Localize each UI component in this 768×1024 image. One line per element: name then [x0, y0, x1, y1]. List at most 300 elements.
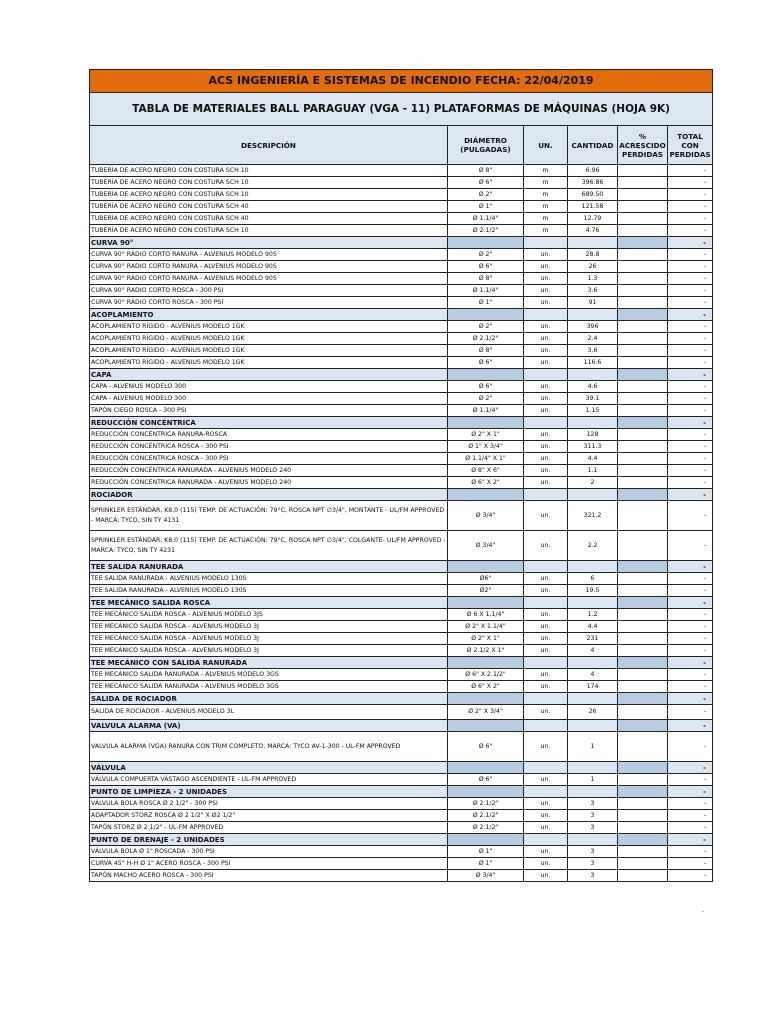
row-total: - — [668, 417, 713, 429]
item-loss-pct — [618, 858, 668, 870]
item-quantity: 396.86 — [568, 177, 618, 189]
col-diameter: DIÁMETRO (PULGADAS) — [448, 126, 524, 165]
item-unit: un. — [524, 732, 568, 762]
row-total: - — [668, 531, 713, 561]
table-row — [90, 732, 713, 762]
item-unit: un. — [524, 405, 568, 417]
table-row — [90, 441, 713, 453]
column-header-row — [90, 126, 713, 165]
section-cell-dia — [448, 489, 524, 501]
item-unit: un. — [524, 393, 568, 405]
item-description: CURVA 90° RADIO CORTO RANURA - ALVENIUS MODELO 90S — [90, 261, 448, 273]
row-total: - — [668, 441, 713, 453]
section-row — [90, 309, 713, 321]
section-cell-dia — [448, 657, 524, 669]
item-quantity: 3 — [568, 858, 618, 870]
item-diameter: Ø 6" X 2" — [448, 681, 524, 693]
row-total: - — [668, 165, 713, 177]
table-row — [90, 465, 713, 477]
row-total: - — [668, 657, 713, 669]
item-diameter: Ø 3/4" — [448, 501, 524, 531]
section-row — [90, 834, 713, 846]
row-total: - — [668, 369, 713, 381]
item-loss-pct — [618, 681, 668, 693]
item-loss-pct — [618, 357, 668, 369]
item-unit: un. — [524, 321, 568, 333]
item-description: ADAPTADOR STORZ ROSCA Ø 2 1/2" X Ø2 1/2" — [90, 810, 448, 822]
section-cell-dia — [448, 720, 524, 732]
section-cell-dia — [448, 561, 524, 573]
item-unit: un. — [524, 531, 568, 561]
item-diameter: Ø 2" — [448, 189, 524, 201]
section-cell-loss — [618, 309, 668, 321]
item-description: TEE MECÁNICO SALIDA RANURADA - ALVENIUS MODELO 3GS — [90, 681, 448, 693]
item-description: ACOPLAMIENTO RÍGIDO - ALVENIUS MODELO 1GK — [90, 345, 448, 357]
item-unit: un. — [524, 261, 568, 273]
item-quantity: 1.3 — [568, 273, 618, 285]
row-total: - — [668, 261, 713, 273]
row-total: - — [668, 858, 713, 870]
row-total: - — [668, 732, 713, 762]
item-unit: un. — [524, 285, 568, 297]
section-cell-un — [524, 237, 568, 249]
row-total: - — [668, 870, 713, 882]
section-title: TEE MECÁNICO CON SALIDA RANURADA — [90, 657, 448, 669]
item-description: TUBERÍA DE ACERO NEGRO CON COSTURA SCH 10 — [90, 177, 448, 189]
row-total: - — [668, 681, 713, 693]
item-description: VÁLVULA BOLA Ø 1" ROSCADA - 300 PSI — [90, 846, 448, 858]
table-row — [90, 345, 713, 357]
item-description: REDUCCIÓN CONCÉNTRICA RANURADA - ALVENIUS MODELO 240 — [90, 477, 448, 489]
row-total: - — [668, 633, 713, 645]
section-cell-loss — [618, 417, 668, 429]
item-diameter: Ø 6" X 2" — [448, 477, 524, 489]
item-description: TAPÓN CIEGO ROSCA - 300 PSI — [90, 405, 448, 417]
row-total: - — [668, 273, 713, 285]
table-row — [90, 201, 713, 213]
item-description: TEE MECÁNICO SALIDA ROSCA - ALVENIUS MODELO 3J — [90, 645, 448, 657]
col-quantity: CANTIDAD — [568, 126, 618, 165]
section-cell-qty — [568, 693, 618, 705]
item-unit: m — [524, 165, 568, 177]
item-description: TEE SALIDA RANURADA - ALVENIUS MODELO 130S — [90, 585, 448, 597]
item-unit: un. — [524, 297, 568, 309]
col-total: TOTAL CON PERDIDAS — [668, 126, 713, 165]
section-row — [90, 762, 713, 774]
section-cell-loss — [618, 237, 668, 249]
table-row — [90, 405, 713, 417]
item-diameter: Ø 6" — [448, 774, 524, 786]
row-total: - — [668, 225, 713, 237]
item-description: TEE MECÁNICO SALIDA ROSCA - ALVENIUS MODELO 3J — [90, 633, 448, 645]
table-row — [90, 501, 713, 531]
table-row — [90, 321, 713, 333]
row-total: - — [668, 465, 713, 477]
item-quantity: 689.50 — [568, 189, 618, 201]
row-total: - — [668, 333, 713, 345]
item-diameter: Ø 1.1/4" X 1" — [448, 453, 524, 465]
section-cell-dia — [448, 417, 524, 429]
item-diameter: Ø 2" — [448, 393, 524, 405]
item-unit: un. — [524, 810, 568, 822]
table-row — [90, 531, 713, 561]
item-diameter: Ø 6" X 2.1/2" — [448, 669, 524, 681]
item-loss-pct — [618, 585, 668, 597]
item-loss-pct — [618, 321, 668, 333]
item-description: SPRINKLER ESTÁNDAR, K8,0 (115) TEMP. DE ACTUACIÓN: 79°C, ROSCA NPT ∅3/4", COLGANTE- UL/FM APPROVED - MARCA: TYCO, SIN TY 4231 — [90, 531, 448, 561]
item-diameter: Ø 8" — [448, 273, 524, 285]
section-row — [90, 720, 713, 732]
item-loss-pct — [618, 285, 668, 297]
item-unit: un. — [524, 381, 568, 393]
item-unit: un. — [524, 501, 568, 531]
section-row — [90, 369, 713, 381]
section-title: CURVA 90° — [90, 237, 448, 249]
row-total: - — [668, 573, 713, 585]
item-description: CURVA 90° RADIO CORTO RANURA - ALVENIUS MODELO 90S — [90, 273, 448, 285]
item-quantity: 2 — [568, 477, 618, 489]
item-diameter: Ø 1.1/4" — [448, 285, 524, 297]
item-description: TAPÓN MACHO ACERO ROSCA - 300 PSI — [90, 870, 448, 882]
table-title: TABLA DE MATERIALES BALL PARAGUAY (VGA - 11) PLATAFORMAS DE MÁQUINAS (HOJA 9K) — [90, 93, 713, 126]
section-cell-qty — [568, 834, 618, 846]
section-row — [90, 693, 713, 705]
item-diameter: Ø 8" — [448, 165, 524, 177]
item-unit: un. — [524, 681, 568, 693]
item-diameter: Ø 6" — [448, 177, 524, 189]
item-description: SPRINKLER ESTÁNDAR, K8,0 (115) TEMP. DE ACTUACIÓN: 79°C, ROSCA NPT ∅3/4", MONTANTE - UL/FM APPROVED - MARCA: TYCO, SIN TY 4131 — [90, 501, 448, 531]
section-cell-dia — [448, 597, 524, 609]
table-row — [90, 285, 713, 297]
section-cell-dia — [448, 693, 524, 705]
item-diameter: Ø 3/4" — [448, 531, 524, 561]
table-row — [90, 822, 713, 834]
col-unit: UN. — [524, 126, 568, 165]
item-unit: m — [524, 189, 568, 201]
table-row — [90, 393, 713, 405]
item-quantity: 4 — [568, 669, 618, 681]
item-loss-pct — [618, 297, 668, 309]
row-total: - — [668, 705, 713, 720]
item-description: TAPÓN STORZ Ø 2 1/2" - UL-FM APPROVED — [90, 822, 448, 834]
section-title: ACOPLAMIENTO — [90, 309, 448, 321]
row-total: - — [668, 201, 713, 213]
section-title: TEE SALIDA RANURADA — [90, 561, 448, 573]
table-row — [90, 477, 713, 489]
item-description: CAPA - ALVENIUS MODELO 300 — [90, 381, 448, 393]
item-loss-pct — [618, 609, 668, 621]
item-diameter: Ø 2" X 1" — [448, 429, 524, 441]
item-quantity: 128 — [568, 429, 618, 441]
section-cell-un — [524, 369, 568, 381]
item-diameter: Ø2" — [448, 585, 524, 597]
item-quantity: 4.4 — [568, 453, 618, 465]
item-unit: un. — [524, 645, 568, 657]
item-description: SALIDA DE ROCIADOR - ALVENIUS MODELO 3L — [90, 705, 448, 720]
section-cell-un — [524, 309, 568, 321]
table-row — [90, 858, 713, 870]
row-total: - — [668, 846, 713, 858]
row-total: - — [668, 345, 713, 357]
table-row — [90, 189, 713, 201]
item-diameter: Ø6" — [448, 573, 524, 585]
row-total: - — [668, 297, 713, 309]
item-quantity: 39.1 — [568, 393, 618, 405]
table-row — [90, 573, 713, 585]
item-loss-pct — [618, 333, 668, 345]
row-total: - — [668, 321, 713, 333]
item-quantity: 4 — [568, 645, 618, 657]
section-title: TEE MECÁNICO SALIDA ROSCA — [90, 597, 448, 609]
item-unit: un. — [524, 846, 568, 858]
item-loss-pct — [618, 846, 668, 858]
item-diameter: Ø 1" — [448, 858, 524, 870]
section-cell-loss — [618, 786, 668, 798]
item-description: REDUCCIÓN CONCÉNTRICA RANURADA - ALVENIUS MODELO 240 — [90, 465, 448, 477]
item-description: TUBERÍA DE ACERO NEGRO CON COSTURA SCH 40 — [90, 201, 448, 213]
item-unit: m — [524, 225, 568, 237]
item-diameter: Ø 8" — [448, 345, 524, 357]
row-total: - — [668, 453, 713, 465]
item-unit: un. — [524, 273, 568, 285]
section-cell-un — [524, 834, 568, 846]
item-diameter: Ø 1" — [448, 297, 524, 309]
row-total: - — [668, 822, 713, 834]
item-unit: un. — [524, 477, 568, 489]
company-header-row — [90, 70, 713, 93]
item-loss-pct — [618, 798, 668, 810]
table-row — [90, 633, 713, 645]
item-quantity: 26 — [568, 705, 618, 720]
section-cell-qty — [568, 720, 618, 732]
materials-sheet — [89, 69, 712, 882]
item-diameter: Ø 1.1/4" — [448, 213, 524, 225]
row-total: - — [668, 489, 713, 501]
item-quantity: 1 — [568, 732, 618, 762]
item-unit: un. — [524, 633, 568, 645]
item-diameter: Ø 2.1/2" — [448, 798, 524, 810]
item-loss-pct — [618, 477, 668, 489]
table-row — [90, 621, 713, 633]
table-row — [90, 585, 713, 597]
item-quantity: 3.6 — [568, 285, 618, 297]
item-loss-pct — [618, 822, 668, 834]
row-total: - — [668, 786, 713, 798]
item-loss-pct — [618, 465, 668, 477]
section-cell-loss — [618, 720, 668, 732]
section-cell-qty — [568, 762, 618, 774]
item-diameter: Ø 1.1/4" — [448, 405, 524, 417]
row-total: - — [668, 357, 713, 369]
section-cell-dia — [448, 786, 524, 798]
item-unit: un. — [524, 774, 568, 786]
item-description: VÁLVULA BOLA ROSCA Ø 2 1/2" - 300 PSI — [90, 798, 448, 810]
item-unit: un. — [524, 870, 568, 882]
section-cell-qty — [568, 489, 618, 501]
section-cell-un — [524, 417, 568, 429]
section-cell-dia — [448, 309, 524, 321]
row-total: - — [668, 309, 713, 321]
table-row — [90, 213, 713, 225]
section-title: CAPA — [90, 369, 448, 381]
section-row — [90, 657, 713, 669]
item-diameter: Ø 2" X 1.1/4" — [448, 621, 524, 633]
item-unit: un. — [524, 705, 568, 720]
item-description: ACOPLAMIENTO RÍGIDO - ALVENIUS MODELO 1GK — [90, 321, 448, 333]
item-description: CAPA - ALVENIUS MODELO 300 — [90, 393, 448, 405]
item-quantity: 3 — [568, 798, 618, 810]
section-cell-qty — [568, 786, 618, 798]
item-loss-pct — [618, 732, 668, 762]
section-row — [90, 237, 713, 249]
item-quantity: 6 — [568, 573, 618, 585]
table-row — [90, 645, 713, 657]
item-unit: un. — [524, 249, 568, 261]
table-row — [90, 870, 713, 882]
table-row — [90, 798, 713, 810]
company-line: ACS INGENIERÍA E SISTEMAS DE INCENDIO FECHA: 22/04/2019 — [90, 70, 713, 93]
item-diameter: Ø 1" — [448, 846, 524, 858]
materials-table — [89, 69, 713, 882]
section-title: ROCIADOR — [90, 489, 448, 501]
item-quantity: 3 — [568, 822, 618, 834]
section-cell-loss — [618, 834, 668, 846]
item-unit: un. — [524, 609, 568, 621]
item-unit: un. — [524, 585, 568, 597]
item-loss-pct — [618, 621, 668, 633]
section-row — [90, 417, 713, 429]
item-loss-pct — [618, 213, 668, 225]
row-total: - — [668, 237, 713, 249]
item-quantity: 3.6 — [568, 345, 618, 357]
section-cell-un — [524, 786, 568, 798]
section-cell-dia — [448, 762, 524, 774]
table-row — [90, 453, 713, 465]
item-diameter: Ø 2.1/2" — [448, 822, 524, 834]
item-description: TUBERÍA DE ACERO NEGRO CON COSTURA SCH 10 — [90, 165, 448, 177]
item-description: REDUCCIÓN CONCÉNTRICA ROSCA - 300 PSI — [90, 441, 448, 453]
item-loss-pct — [618, 393, 668, 405]
table-row — [90, 846, 713, 858]
col-description: DESCRIPCIÓN — [90, 126, 448, 165]
table-row — [90, 669, 713, 681]
item-quantity: 321.2 — [568, 501, 618, 531]
item-description: VÁLVULA COMPUERTA VÁSTAGO ASCENDIENTE - UL-FM APPROVED — [90, 774, 448, 786]
table-row — [90, 774, 713, 786]
item-quantity: 116.6 — [568, 357, 618, 369]
item-quantity: 26 — [568, 261, 618, 273]
section-cell-qty — [568, 657, 618, 669]
section-cell-loss — [618, 561, 668, 573]
row-total: - — [668, 501, 713, 531]
item-loss-pct — [618, 381, 668, 393]
row-total: - — [668, 645, 713, 657]
section-cell-un — [524, 693, 568, 705]
table-row — [90, 249, 713, 261]
section-title: PUNTO DE LIMPIEZA - 2 UNIDADES — [90, 786, 448, 798]
row-total: - — [668, 669, 713, 681]
item-unit: un. — [524, 345, 568, 357]
row-total: - — [668, 405, 713, 417]
row-total: - — [668, 693, 713, 705]
row-total: - — [668, 249, 713, 261]
item-unit: m — [524, 201, 568, 213]
section-cell-qty — [568, 417, 618, 429]
table-row — [90, 381, 713, 393]
item-description: CURVA 90° RADIO CORTO ROSCA - 300 PSI — [90, 297, 448, 309]
item-unit: un. — [524, 441, 568, 453]
item-diameter: Ø 6" — [448, 261, 524, 273]
item-quantity: 1 — [568, 774, 618, 786]
item-quantity: 19.5 — [568, 585, 618, 597]
row-total: - — [668, 810, 713, 822]
item-loss-pct — [618, 345, 668, 357]
section-cell-un — [524, 597, 568, 609]
item-quantity: 4.76 — [568, 225, 618, 237]
item-unit: un. — [524, 822, 568, 834]
section-row — [90, 489, 713, 501]
table-row — [90, 705, 713, 720]
row-total: - — [668, 585, 713, 597]
section-cell-un — [524, 657, 568, 669]
section-cell-un — [524, 489, 568, 501]
item-loss-pct — [618, 249, 668, 261]
item-diameter: Ø 8" X 6" — [448, 465, 524, 477]
table-title-row — [90, 93, 713, 126]
row-total: - — [668, 381, 713, 393]
item-unit: un. — [524, 669, 568, 681]
item-unit: un. — [524, 573, 568, 585]
item-loss-pct — [618, 165, 668, 177]
item-description: TEE MECÁNICO SALIDA ROSCA - ALVENIUS MODELO 3JS — [90, 609, 448, 621]
item-diameter: Ø 1" X 3/4" — [448, 441, 524, 453]
item-diameter: Ø 2" X 3/4" — [448, 705, 524, 720]
item-loss-pct — [618, 633, 668, 645]
section-cell-loss — [618, 762, 668, 774]
section-row — [90, 786, 713, 798]
item-diameter: Ø 6" — [448, 381, 524, 393]
item-diameter: Ø 3/4" — [448, 870, 524, 882]
table-row — [90, 609, 713, 621]
item-quantity: 1.2 — [568, 609, 618, 621]
table-row — [90, 273, 713, 285]
item-loss-pct — [618, 429, 668, 441]
item-diameter: Ø 6" — [448, 732, 524, 762]
section-cell-un — [524, 561, 568, 573]
section-cell-qty — [568, 597, 618, 609]
item-quantity: 311.3 — [568, 441, 618, 453]
item-quantity: 12.79 — [568, 213, 618, 225]
item-diameter: Ø 2.1/2 X 1" — [448, 645, 524, 657]
row-total: - — [668, 561, 713, 573]
row-total: - — [668, 621, 713, 633]
item-quantity: 231 — [568, 633, 618, 645]
section-title: SALIDA DE ROCIADOR — [90, 693, 448, 705]
section-cell-un — [524, 720, 568, 732]
item-quantity: 4.6 — [568, 381, 618, 393]
item-description: TEE MECÁNICO SALIDA RANURADA - ALVENIUS MODELO 3GS — [90, 669, 448, 681]
section-cell-qty — [568, 561, 618, 573]
section-cell-loss — [618, 693, 668, 705]
item-unit: un. — [524, 333, 568, 345]
section-row — [90, 561, 713, 573]
row-total: - — [668, 834, 713, 846]
item-loss-pct — [618, 405, 668, 417]
item-description: REDUCCIÓN CONCÉNTRICA RANURA-ROSCA — [90, 429, 448, 441]
item-description: CURVA 45° H-H Ø 1" ACERO ROSCA - 300 PSI — [90, 858, 448, 870]
row-total: - — [668, 177, 713, 189]
row-total: - — [668, 774, 713, 786]
